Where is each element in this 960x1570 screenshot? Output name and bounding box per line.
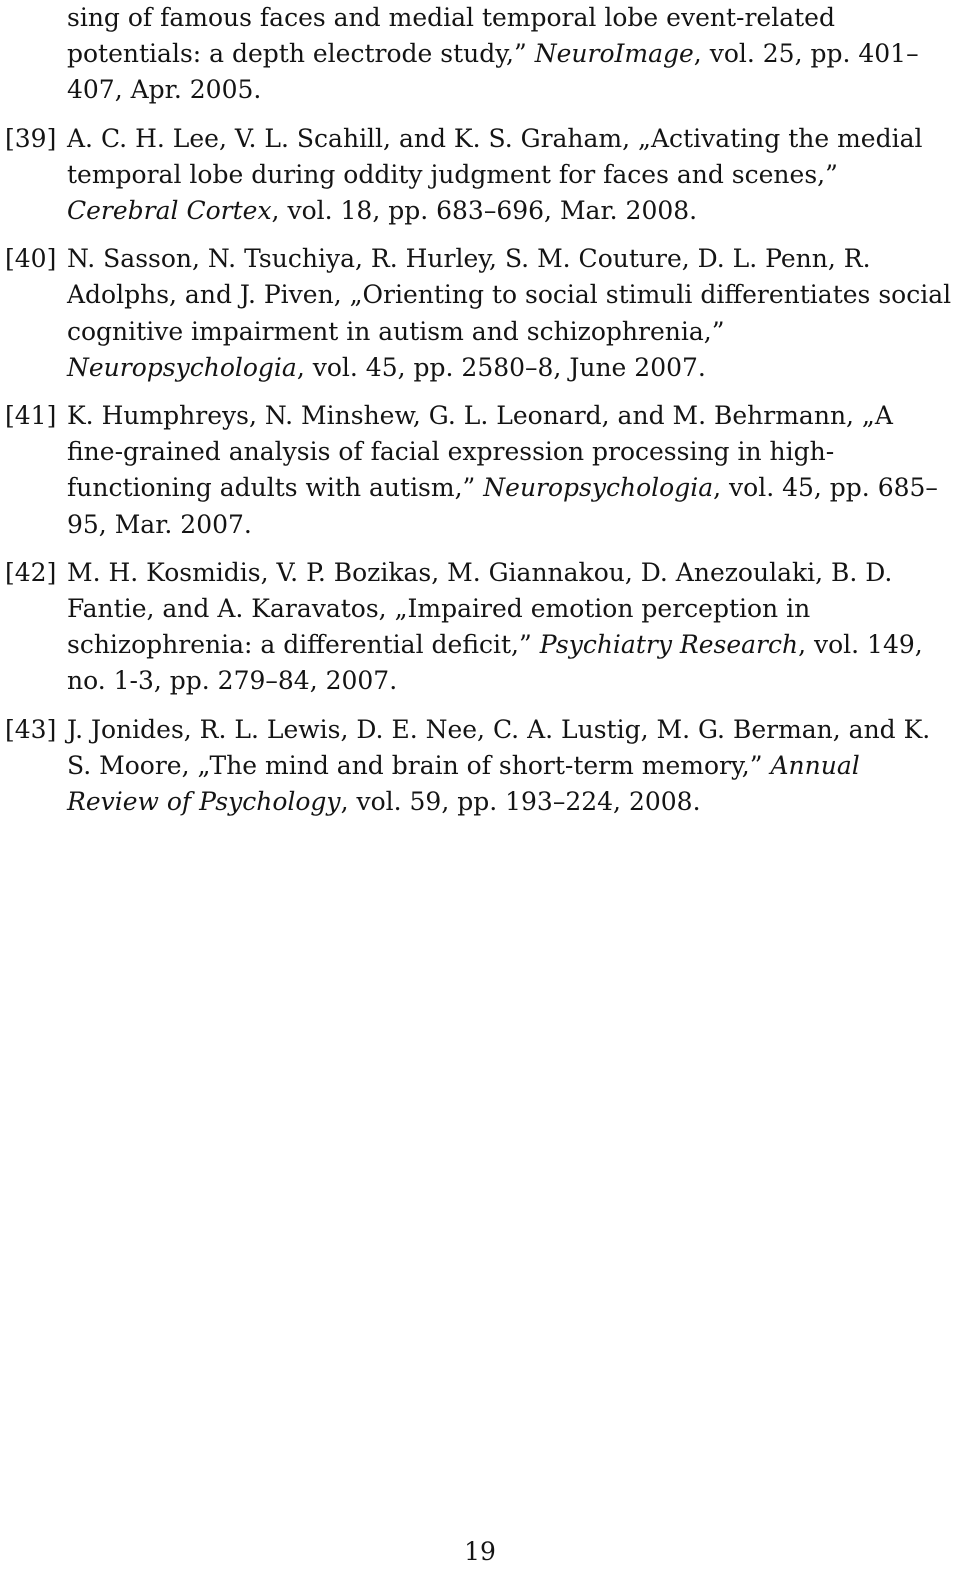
reference-text [67, 241, 956, 386]
reference-authors-title: N. Sasson, N. Tsuchiya, R. Hurley, S. M. Couture, D. L. Penn, R. Adolphs, and J. Piven, „Orienting to social stimuli differentiates social cognitive impairment in autism and schizophrenia,” [67, 244, 952, 346]
reference-item-39 [0, 121, 960, 230]
reference-item-41 [0, 398, 960, 543]
reference-item-42 [0, 555, 960, 700]
reference-number: [40] [5, 244, 57, 274]
reference-venue: Cerebral Cortex [67, 196, 272, 226]
reference-details: , vol. 45, pp. 685–95, Mar. 2007. [67, 473, 938, 539]
reference-details: , vol. 45, pp. 2580–8, June 2007. [296, 352, 706, 382]
reference-number: [43] [5, 714, 57, 744]
reference-details: , vol. 59, pp. 193–224, 2008. [340, 787, 701, 817]
reference-authors-title: J. Jonides, R. L. Lewis, D. E. Nee, C. A. Lustig, M. G. Berman, and K. S. Moore, „The mind and brain of short-term memory,” [67, 714, 931, 780]
reference-authors-title: A. C. H. Lee, V. L. Scahill, and K. S. Graham, „Activating the medial temporal lobe during oddity judgment for faces and scenes,” [67, 123, 923, 189]
reference-details: , vol. 25, pp. 401–407, Apr. 2005. [67, 39, 919, 105]
reference-venue: NeuroImage [534, 39, 694, 69]
reference-venue: Neuropsychologia [67, 352, 297, 382]
reference-number: [42] [5, 557, 57, 587]
reference-number: [39] [5, 123, 57, 153]
reference-authors-title: M. H. Kosmidis, V. P. Bozikas, M. Giannakou, D. Anezoulaki, B. D. Fantie, and A. Karavatos, „Impaired emotion perception in schizophrenia: a differential deficit,” [67, 557, 893, 660]
reference-text [67, 121, 956, 230]
reference-authors-title: K. Humphreys, N. Minshew, G. L. Leonard, and M. Behrmann, „A fine-grained analysis of facial expression processing in high-functioning adults with autism,” [67, 401, 893, 503]
reference-venue: Annual Review of Psychology [67, 750, 860, 817]
reference-item-43 [0, 712, 960, 821]
reference-item-continued [0, 0, 960, 109]
reference-venue: Neuropsychologia [483, 473, 714, 503]
reference-details: , vol. 18, pp. 683–696, Mar. 2008. [271, 196, 698, 226]
reference-text [67, 0, 956, 109]
page-number: 19 [464, 1537, 496, 1566]
reference-authors-title: sing of famous faces and medial temporal lobe event-related potentials: a depth electrode study,” [67, 3, 835, 69]
reference-venue: Psychiatry Research [539, 630, 799, 660]
reference-text [67, 555, 956, 700]
reference-text [67, 712, 956, 821]
reference-item-40 [0, 241, 960, 386]
reference-details: , vol. 149, no. 1-3, pp. 279–84, 2007. [67, 630, 923, 696]
reference-text [67, 398, 956, 543]
reference-number: [41] [5, 401, 57, 431]
